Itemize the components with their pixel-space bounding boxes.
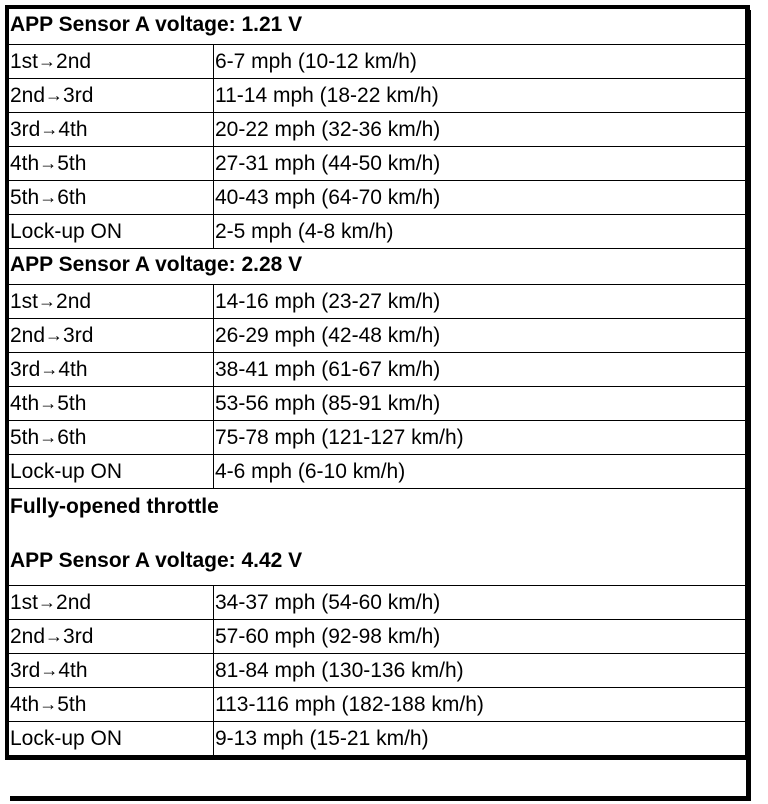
right-arrow-icon: → (39, 152, 58, 173)
gear-from: 4th (10, 151, 40, 175)
right-arrow-icon: → (39, 186, 58, 207)
section-voltage-label: APP Sensor A voltage: 4.42 V (10, 549, 303, 572)
shift-cell (9, 722, 214, 756)
gear-to: 3rd (63, 624, 94, 648)
gear-to: 2nd (56, 49, 92, 73)
right-arrow-icon: → (38, 50, 57, 71)
section-heading-row (9, 489, 746, 586)
shift-cell (9, 147, 214, 181)
section-heading-row (9, 9, 746, 45)
gear-to: 6th (57, 185, 87, 209)
table-row (9, 654, 746, 688)
shift-cell (9, 113, 214, 147)
gear-from: 5th (10, 425, 40, 449)
table-row (9, 181, 746, 215)
gear-from: 2nd (10, 83, 46, 107)
gear-from: 1st (10, 49, 39, 73)
sheet-shadow-bottom (10, 796, 751, 801)
speed-cell: 6-7 mph (10-12 km/h) (214, 45, 746, 79)
gear-from: 3rd (10, 357, 41, 381)
shift-cell (9, 79, 214, 113)
shift-cell (9, 353, 214, 387)
right-arrow-icon: → (39, 426, 58, 447)
gear-to: 5th (57, 692, 87, 716)
shift-cell (9, 421, 214, 455)
gear-from: 4th (10, 391, 40, 415)
table-row (9, 353, 746, 387)
right-arrow-icon: → (45, 324, 64, 345)
speed-cell: 34-37 mph (54-60 km/h) (214, 586, 746, 620)
shift-cell (9, 688, 214, 722)
shift-cell (9, 387, 214, 421)
table-row (9, 147, 746, 181)
shift-cell (9, 586, 214, 620)
shift-cell (9, 285, 214, 319)
gear-to: 6th (57, 425, 87, 449)
gear-to: 4th (58, 117, 88, 141)
gear-from: 1st (10, 590, 39, 614)
gear-to: 3rd (63, 83, 94, 107)
right-arrow-icon: → (40, 358, 59, 379)
speed-cell: 40-43 mph (64-70 km/h) (214, 181, 746, 215)
table-row (9, 688, 746, 722)
shift-cell (9, 215, 214, 249)
gear-from: 2nd (10, 624, 46, 648)
speed-cell: 38-41 mph (61-67 km/h) (214, 353, 746, 387)
table-row (9, 319, 746, 353)
shift-speed-table-body (9, 9, 746, 756)
gear-to: 4th (58, 357, 88, 381)
right-arrow-icon: → (39, 392, 58, 413)
right-arrow-icon: → (38, 591, 57, 612)
shift-cell (9, 455, 214, 489)
speed-cell: 2-5 mph (4-8 km/h) (214, 215, 746, 249)
lockup-label: Lock-up ON (10, 219, 123, 243)
gear-from: 3rd (10, 658, 41, 682)
table-row (9, 79, 746, 113)
table-row (9, 387, 746, 421)
speed-cell: 20-22 mph (32-36 km/h) (214, 113, 746, 147)
lockup-label: Lock-up ON (10, 459, 123, 483)
section-heading (9, 489, 746, 586)
speed-cell: 113-116 mph (182-188 km/h) (214, 688, 746, 722)
table-row (9, 455, 746, 489)
gear-to: 2nd (56, 590, 92, 614)
gear-from: 5th (10, 185, 40, 209)
right-arrow-icon: → (45, 625, 64, 646)
right-arrow-icon: → (40, 659, 59, 680)
shift-cell (9, 45, 214, 79)
shift-cell (9, 181, 214, 215)
table-row (9, 45, 746, 79)
table-row (9, 113, 746, 147)
gear-to: 2nd (56, 289, 92, 313)
speed-cell: 75-78 mph (121-127 km/h) (214, 421, 746, 455)
gear-from: 3rd (10, 117, 41, 141)
speed-cell: 57-60 mph (92-98 km/h) (214, 620, 746, 654)
section-voltage-label: APP Sensor A voltage: 2.28 V (10, 253, 303, 276)
section-heading-row (9, 249, 746, 285)
shift-cell (9, 620, 214, 654)
table-row (9, 285, 746, 319)
right-arrow-icon: → (45, 84, 64, 105)
section-heading (9, 9, 746, 45)
gear-to: 5th (57, 391, 87, 415)
table-row (9, 215, 746, 249)
table-row (9, 722, 746, 756)
speed-cell: 27-31 mph (44-50 km/h) (214, 147, 746, 181)
shift-speed-table-panel (5, 5, 750, 760)
section-condition-label: Fully-opened throttle (10, 495, 219, 518)
speed-cell: 9-13 mph (15-21 km/h) (214, 722, 746, 756)
lockup-label: Lock-up ON (10, 726, 123, 750)
shift-cell (9, 319, 214, 353)
right-arrow-icon: → (40, 118, 59, 139)
gear-to: 3rd (63, 323, 94, 347)
table-row (9, 421, 746, 455)
speed-cell: 26-29 mph (42-48 km/h) (214, 319, 746, 353)
right-arrow-icon: → (39, 693, 58, 714)
speed-cell: 14-16 mph (23-27 km/h) (214, 285, 746, 319)
speed-cell: 53-56 mph (85-91 km/h) (214, 387, 746, 421)
section-voltage-label: APP Sensor A voltage: 1.21 V (10, 13, 303, 36)
shift-speed-table (8, 8, 746, 756)
gear-from: 2nd (10, 323, 46, 347)
speed-cell: 11-14 mph (18-22 km/h) (214, 79, 746, 113)
speed-cell: 81-84 mph (130-136 km/h) (214, 654, 746, 688)
gear-to: 5th (57, 151, 87, 175)
gear-from: 4th (10, 692, 40, 716)
right-arrow-icon: → (38, 290, 57, 311)
shift-cell (9, 654, 214, 688)
table-row (9, 586, 746, 620)
gear-to: 4th (58, 658, 88, 682)
section-heading (9, 249, 746, 285)
table-row (9, 620, 746, 654)
gear-from: 1st (10, 289, 39, 313)
speed-cell: 4-6 mph (6-10 km/h) (214, 455, 746, 489)
